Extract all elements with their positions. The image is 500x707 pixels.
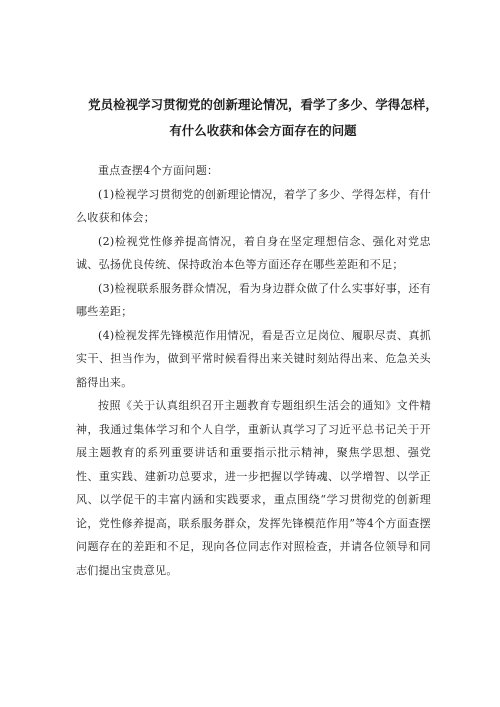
paragraph-item-3: (3)检视联系服务群众情况，看为身边群众做了什么实事好事，还有哪些差距； (76, 281, 431, 318)
paragraph-main: 按照《关于认真组织召开主题教育专题组织生活会的通知》文件精神，我通过集体学习和个人自学，重新认真学习了习近平总书记关于开展主题教育的系列重要讲话和重要指示批示精神，聚焦学思想、强党性、重实践、建新功总要求，进一步把握以学铸魂、以学增智、以学正风、以学促干的丰富内涵和实践要求，重点围绕“学习贯彻党的创新理论，党性修养提高，联系服务群众，发挥先锋模范作用”等4个方面查摆问题存在的差距和不足，现向各位同志作对照检查，并请各位领导和同志们提出宝贵意见。 (76, 399, 431, 577)
paragraph-item-2: (2)检视党性修养提高情况，着自身在坚定理想信念、强化对党忠诚、弘扬优良传统、保持政治本色等方面还存在哪些差距和不足； (76, 234, 431, 271)
paragraph-item-4: (4)检视发挥先锋模范作用情况，看是否立足岗位、履职尽责、真抓实干、担当作为，做到平常时候看得出来关键时刻站得出来、危急关头豁得出来。 (76, 328, 431, 389)
document-title: 党员检视学习贯彻党的创新理论情况，看学了多少、学得怎样，有什么收获和体会方面存在的问题 (88, 97, 438, 138)
paragraph-item-1: (1)检视学习贯彻党的创新理论情况，着学了多少、学得怎样，有什么收获和体会； (76, 187, 431, 224)
paragraph-intro: 重点查摆4个方面问题： (98, 164, 219, 177)
document-body (76, 159, 431, 582)
